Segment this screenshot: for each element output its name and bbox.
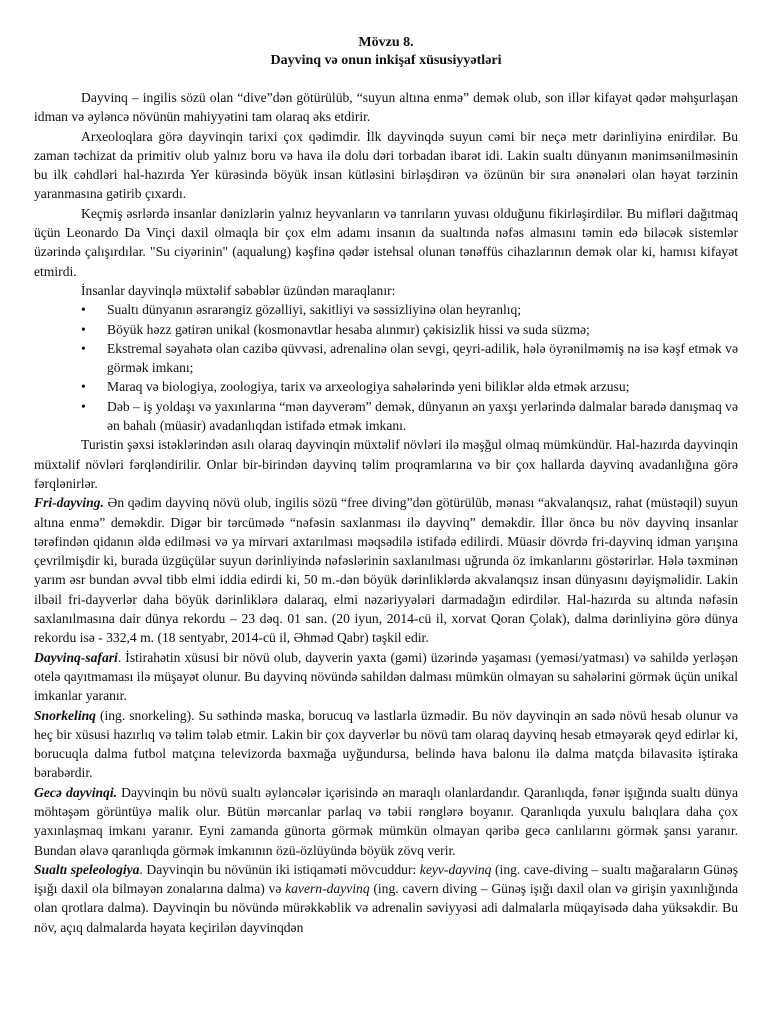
- reasons-list: [34, 300, 738, 435]
- speleology-text-b: (ing. cave-diving – sualtı mağaraların Günəş işığı daxil ola bilməyən zonalarına dalma) və: [34, 861, 738, 897]
- list-item-text: Böyük həzz gətirən unikal (kosmonavtlar hesaba alınmır) çəkisizlik hissi və suda süzmə;: [107, 321, 590, 337]
- speleology-text-a: . Dayvinqin bu növünün iki istiqaməti mövcuddur:: [139, 861, 420, 877]
- bullet-icon: •: [81, 340, 86, 356]
- list-item: [34, 339, 738, 378]
- list-item: [34, 377, 738, 396]
- types-intro-paragraph: Turistin şəxsi istəklərindən asılı olaraq dayvinqin müxtəlif növləri ilə məşğul olmaq mümkündür. Hal-hazırda dayvinqin müxtəlif növləri fərqləndirilir. Onlar bir-birindən dayvinq təlim proqramlarına və bir çox hallarda dayvinq avadanlığına görə fərqlənirlər.: [34, 437, 738, 491]
- cavern-diving-term: kavern-dayvinq: [285, 881, 370, 897]
- bullet-icon: •: [81, 321, 86, 337]
- list-item-text: Maraq və biologiya, zoologiya, tarix və arxeologiya sahələrində yeni biliklər əldə etmək arzusu;: [107, 379, 630, 395]
- freediving-term: Fri-dayving.: [34, 495, 104, 511]
- safari-paragraph: [34, 648, 738, 706]
- document-title: Dayvinq və onun inkişaf xüsusiyyətləri: [270, 53, 502, 68]
- list-item-text: Ekstremal səyahətə olan cazibə qüvvəsi, adrenalinə olan sevgi, qeyri-adilik, hələ öyrənilməmiş nə isə kəşf etmək və görmək imkanı;: [107, 340, 738, 376]
- snorkeling-term: Snorkelinq: [34, 707, 96, 723]
- bullet-icon: •: [81, 398, 86, 414]
- speleology-term: Sualtı speleologiya: [34, 861, 140, 877]
- safari-text: . İstirahətin xüsusi bir növü olub, dayverin yaxta (gəmi) üzərində yaşaması (yeməsi/yatması) və sahildə yerləşən otelə qayıtmaması ilə müşayət olunur. Bu dayvinq növündə sahildən dalması mümkün olmayan su sahələrini görmək üçün unikal imkanlar yaranır.: [34, 649, 738, 704]
- snorkeling-text: (ing. snorkeling). Su səthində maska, borucuq və lastlarla üzmədir. Bu növ dayvinqin ən sadə növü hesab olunur və heç bir xüsusi hazırlıq və təlim tələb etmir. Lakin bir çox dayverlər bu növü tam olaraq dayvinq hesab etməyərək qeyd edirlər ki, borucuqla dalma futbol matçına televizorda baxmağa uyğundursa, belində hava balonu ilə dalma matçda bilavasitə iştiraka bərabərdir.: [34, 707, 738, 781]
- freediving-paragraph: [34, 493, 738, 647]
- bullet-icon: •: [81, 379, 86, 395]
- list-item-text: Dəb – iş yoldaşı və yaxınlarına “mən dayverəm” demək, dünyanın ən yaxşı yerlərində dalmalar barədə danışmaq və ən bahalı (müasir) avadanlıqdan istifadə etmək imkanı.: [107, 398, 738, 434]
- snorkeling-paragraph: [34, 706, 738, 783]
- intro-paragraph-1: Dayvinq – ingilis sözü olan “dive”dən götürülüb, “suyun altına enmə” demək olub, son illər kifayət qədər məhşurlaşan idman və əyləncə növünün mahiyyətini tam olaraq əks etdirir.: [34, 90, 738, 125]
- safari-term: Dayvinq-safari: [34, 649, 118, 665]
- list-item: [34, 300, 738, 319]
- intro-paragraph-3: Keçmiş əsrlərdə insanlar dənizlərin yalnız heyvanların və tanrıların yuvası olduğunu fikirləşirdilər. Bu mifləri dağıtmaq üçün Leonardo Da Vinçi daxil olmaqla bir çox elm adamı insanın da sualtında nəfəs almasını təmin edə biləcək sistemlər üzərində çalışırdılar. "Su ciyərinin" (aqualung) kəşfinə qədər istehsal olunan tənəffüs cihazlarının demək olar ki, hamısı kifayət etmirdi.: [34, 205, 738, 279]
- speleology-text-c: (ing. cavern diving – Günəş işığı daxil olan və girişin yaxınlığında olan qrotlara dalma). Dayvinqin bu növündə mürəkkəblik və adrenalin səviyyəsi adi dalmalarla müqayisədə daha yüksəkdir. Bu növ, açıq dalmalarda həyata keçirilən dayvinqdən: [34, 881, 738, 935]
- list-item-text: Sualtı dünyanın əsrarəngiz gözəlliyi, sakitliyi və səssizliyinə olan heyranlıq;: [107, 302, 522, 318]
- reasons-lead: İnsanlar dayvinqlə müxtəlif səbəblər üzündən maraqlanır:: [81, 282, 396, 298]
- list-item: [34, 320, 738, 339]
- topic-heading: Mövzu 8.: [358, 35, 414, 50]
- speleology-paragraph: [34, 860, 738, 937]
- night-diving-text: Dayvinqin bu növü sualtı əyləncələr içərisində ən maraqlı olanlardandır. Qaranlıqda, fənər işığında sualtı dünya möhtəşəm görüntüyə malik olur. Bütün mərcanlar parlaq və təbii rənglərə boyanır. Qaranlıqda yuxulu balıqlara daha çox yaxınlaşmaq imkanı yaranır. Eyni zamanda günorta görmək mümkün olmayan qəribə gecə canlılarını görmək şansı yaranır. Bundan əlavə qaranlıqda görmək imkanının özü-özlüyündə böyük zövq verir.: [34, 784, 738, 858]
- bullet-icon: •: [81, 302, 86, 318]
- night-diving-paragraph: [34, 783, 738, 860]
- intro-paragraph-2: Arxeoloqlara görə dayvinqin tarixi çox qədimdir. İlk dayvinqdə suyun cəmi bir neçə metr dərinliyinə enirdilər. Bu zaman təchizat da primitiv olub yalnız boru və hava ilə dolu dəri torbadan ibarət idi. Lakin sualtı dünyanın mənimsənilməsinin bu ilk cəhdləri hal-hazırda Yer kürəsində böyük insan kütləsini birləşdirən və özünün bir sıra ənənələri olan həyat tərzinin yaranmasına gətirib çıxardı.: [34, 128, 738, 202]
- cave-diving-term: keyv-dayvinq: [419, 861, 492, 877]
- freediving-text: Ən qədim dayvinq növü olub, ingilis sözü “free diving”dən götürülüb, mənası “akvalanqsız, rahat (müstəqil) suyun altına enmə” deməkdir. Digər bir tərcümədə “nəfəsin saxlanması ilə dayvinq” deməkdir. İllər öncə bu növ dayvinq insanlar tərəfindən qidanın əldə edilməsi və ya mirvari axtarılması məqsədilə istifadə edilirdi. Müasir dövrdə fri-dayvinq idman yarışına çevrilmişdir ki, burada üzgüçülər suyun dərinliyində nəfəslərinin saxlanılması uğrunda öz imkanlarını göstərirlər. Hələ təxminən yarım əsr bundan əvvəl tibb elmi iddia edirdi ki, 50 m.-dən böyük dərinliklərdə akvalanqsız insan dünyasını dəyişməlidir. Lakin ilbəil fri-dayverlər daha böyük dərinliklərə dalaraq, elmi nəzəriyyələri darmadağın edirdilər. Hal-hazırda su altında nəfəsin saxlanılmasına dair dünya rekordu – 23 dəq. 01 san. (20 iyun, 2014-cü il, xorvat Qoran Çolak), dalma dərinliyinə görə dünya rekordu isə - 332,4 m. (18 sentyabr, 2014-cü il, Əhməd Qabr) təşkil edir.: [34, 495, 738, 646]
- list-item: [34, 397, 738, 436]
- night-diving-term: Gecə dayvinqi.: [34, 784, 118, 800]
